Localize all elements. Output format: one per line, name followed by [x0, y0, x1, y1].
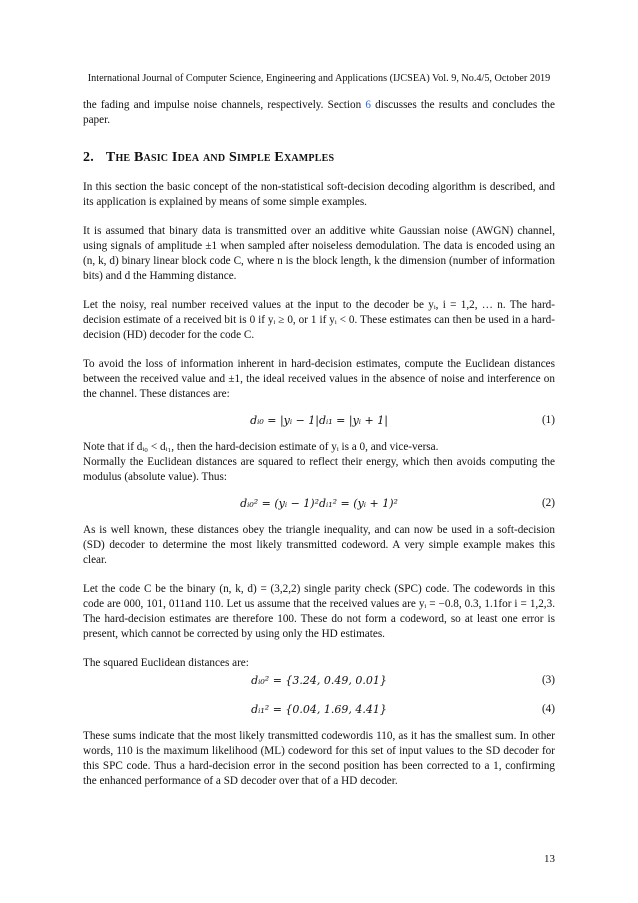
intro-text-after-link: discusses the results and concludes the paper. [83, 99, 555, 126]
equation-4 [83, 700, 555, 719]
paragraph-awgn-assumption: It is assumed that binary data is transmitted over an additive white Gaussian noise (AWGN) channel, using signals of amplitude ±1 when sampled after noiseless demodulation. The data is encoded using an (n, k, d) binary linear block code C, where n is the block length, k the dimension (number of information bits) and d the Hamming distance. [83, 225, 555, 282]
equation-1-number: (1) [541, 414, 555, 426]
equation-4-expression: dᵢ₁² = {0.04, 1.69, 4.41} [251, 703, 387, 716]
paragraph-received-values: Let the noisy, real number received values at the input to the decoder be yᵢ, i = 1,2, … n. The hard-decision estimate of a received bit is 0 if yᵢ ≥ 0, or 1 if yᵢ < 0. These estimates can then be used in a hard-decision (HD) decoder for the code C. [83, 299, 555, 341]
paragraph-basic-concept: In this section the basic concept of the non-statistical soft-decision decoding algorithm is described, and its application is explained by means of some simple examples. [83, 181, 555, 208]
paragraph-triangle-inequality: As is well known, these distances obey the triangle inequality, and can now be used in a soft-decision (SD) decoder to determine the most likely transmitted codeword. A very simple example makes this clear. [83, 524, 555, 566]
paragraph-euclidean-distances: To avoid the loss of information inherent in hard-decision estimates, compute the Euclidean distances between the received value and ±1, the ideal received values in the absence of noise and interference on the channel. These distances are: [83, 358, 555, 400]
intro-paragraph [83, 98, 555, 128]
section-heading [83, 150, 555, 165]
section-6-link[interactable]: 6 [365, 99, 371, 111]
intro-text-before-link: the fading and impulse noise channels, respectively. Section [83, 99, 366, 111]
section-title: The Basic Idea and Simple Examples [105, 150, 335, 165]
paragraph-note-hard-decision: Note that if dᵢ₀ < dᵢ₁, then the hard-decision estimate of yᵢ is a 0, and vice-versa. [83, 441, 439, 453]
paragraph-squared-euclidean-intro: The squared Euclidean distances are: [83, 657, 249, 669]
paragraph-squared-distances: Normally the Euclidean distances are squared to reflect their energy, which then avoids computing the modulus (absolute value). Thus: [83, 456, 555, 483]
running-header: International Journal of Computer Science, Engineering and Applications (IJCSEA) Vol. 9, No.4/5, October 2019 [87, 73, 551, 84]
equation-1 [83, 411, 555, 430]
equation-2-number: (2) [541, 497, 555, 509]
section-number: 2. [83, 150, 94, 165]
paragraph-spc-example: Let the code C be the binary (n, k, d) = (3,2,2) single parity check (SPC) code. The codewords in this code are 000, 101, 011and 110. Let us assume that the received values are yᵢ = −0.8, 0.3, 1.1for i = 1,2,3. The hard-decision estimates are therefore 100. These do not form a codeword, so at least one error is present, which cannot be corrected by using only the HD estimates. [83, 583, 555, 640]
equation-4-number: (4) [541, 703, 555, 715]
page-number: 13 [544, 853, 555, 865]
equation-3-number: (3) [541, 674, 555, 686]
paragraph-ml-codeword: These sums indicate that the most likely transmitted codewordis 110, as it has the smallest sum. In other words, 110 is the maximum likelihood (ML) codeword for this set of input values to the SD decoder for this SPC code. Thus a hard-decision error in the second position has been corrected to a 1, confirming the enhanced performance of a SD decoder over that of a HD decoder. [83, 730, 555, 787]
equation-2 [83, 494, 555, 513]
equation-3-expression: dᵢ₀² = {3.24, 0.49, 0.01} [251, 674, 387, 687]
equation-1-expression: dᵢ₀ = |yᵢ − 1|dᵢ₁ = |yᵢ + 1| [250, 414, 388, 427]
equation-3 [83, 671, 555, 690]
equation-2-expression: dᵢ₀² = (yᵢ − 1)²dᵢ₁² = (yᵢ + 1)² [240, 497, 398, 510]
